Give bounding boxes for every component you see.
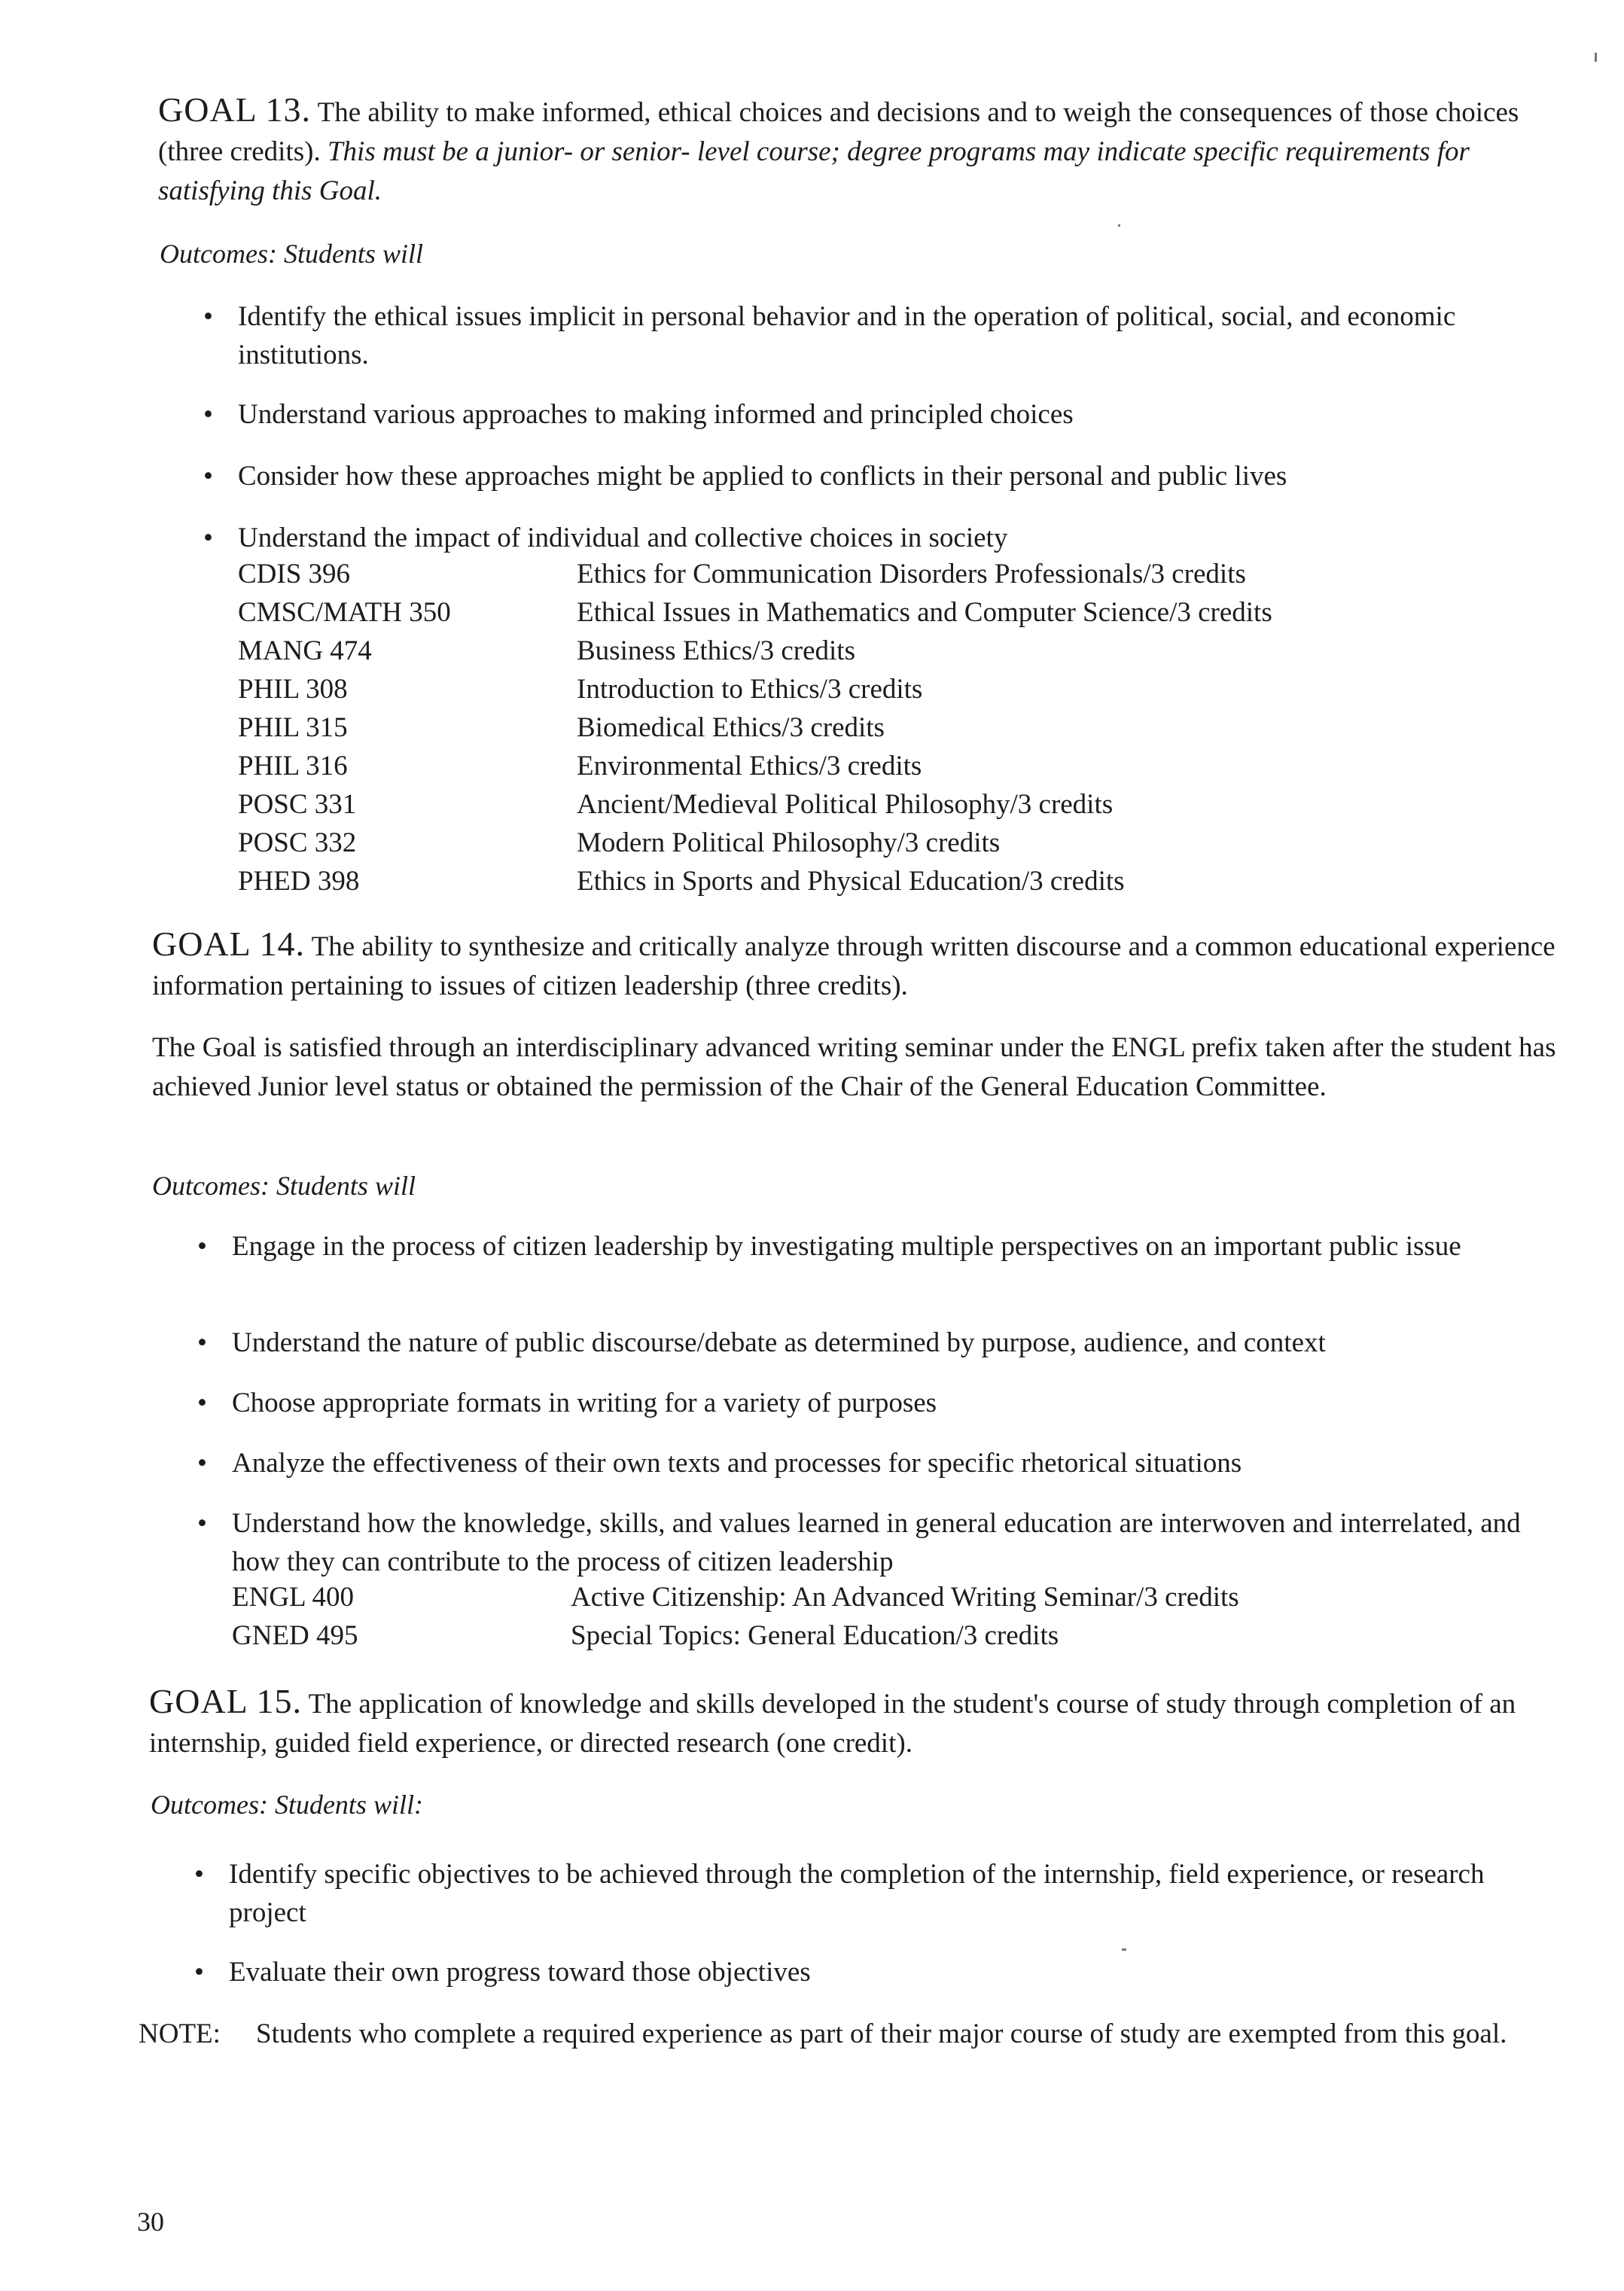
- goal-15-heading: GOAL 15.: [149, 1682, 303, 1720]
- goal-13-outcomes-list: [197, 297, 1552, 374]
- list-item: • Understand the impact of individual and collective choices in society: [203, 522, 1008, 553]
- list-item: • Understand the nature of public discourse/debate as determined by purpose, audience, and context: [197, 1327, 1326, 1358]
- list-item: • Understand how the knowledge, skills, and values learned in general education are interwoven and interrelated, and how they can contribute to the process of citizen leadership: [197, 1508, 1521, 1577]
- course-title: Modern Political Philosophy/3 credits: [577, 827, 1001, 858]
- table-row: [238, 865, 1272, 903]
- goal-14-outcomes-list: [191, 1227, 1554, 1266]
- goal-13-outcomes-list-2: [197, 395, 1552, 434]
- table-row: [238, 558, 1272, 596]
- goal-14-outcomes-list-3: [191, 1384, 1554, 1422]
- course-title: Introduction to Ethics/3 credits: [577, 674, 923, 705]
- course-code: CDIS 396: [238, 559, 351, 590]
- table-row: [238, 711, 1272, 750]
- goal-13-outcomes-list-4: [197, 519, 1552, 557]
- goal-14-text: The ability to synthesize and critically analyze through written discourse and a common educational experience information pertaining to issues of citizen leadership (three credits).: [152, 931, 1555, 1001]
- goal-13-heading: GOAL 13.: [158, 90, 312, 129]
- scan-speck: [1118, 224, 1120, 227]
- list-item: • Engage in the process of citizen leadership by investigating multiple perspectives on an important public issue: [197, 1231, 1461, 1262]
- outcome-text: Choose appropriate formats in writing for a variety of purposes: [232, 1388, 937, 1418]
- goal-14-paragraph: The Goal is satisfied through an interdisciplinary advanced writing seminar under the ENGL prefix taken after the student has achieved Junior level status or obtained the permission of the Chair of the General Education Committee.: [152, 1032, 1556, 1102]
- table-row: [238, 788, 1272, 827]
- list-item: • Evaluate their own progress toward those objectives: [194, 1957, 811, 1988]
- course-title: Business Ethics/3 credits: [577, 635, 855, 666]
- goal-14-outcomes-label: Outcomes: Students will: [152, 1171, 416, 1201]
- goal-14-heading: GOAL 14.: [152, 925, 306, 963]
- goal-15-intro: [149, 1682, 1558, 1763]
- goal-15-outcomes-list: [188, 1855, 1554, 1932]
- course-code: PHIL 308: [238, 674, 348, 705]
- course-code: POSC 331: [238, 789, 357, 820]
- note-text: Students who complete a required experience as part of their major course of study are exempted from this goal.: [256, 2018, 1507, 2049]
- course-title: Special Topics: General Education/3 credits: [571, 1620, 1059, 1651]
- table-row: [238, 635, 1272, 673]
- table-row: [238, 827, 1272, 865]
- outcome-text: Analyze the effectiveness of their own texts and processes for specific rhetorical situations: [232, 1448, 1242, 1479]
- goal-13-text: The ability to make informed, ethical choices and decisions and to weigh the consequences of those choices (three credits).: [158, 97, 1519, 167]
- course-title: Active Citizenship: An Advanced Writing Seminar/3 credits: [571, 1582, 1239, 1613]
- outcome-text: Identify specific objectives to be achieved through the completion of the internship, field experience, or research project: [229, 1859, 1485, 1928]
- table-row: [232, 1581, 1239, 1619]
- goal-13-intro: [158, 90, 1558, 211]
- outcome-text: Identify the ethical issues implicit in personal behavior and in the operation of political, social, and economic institutions.: [238, 301, 1456, 370]
- outcome-text: Engage in the process of citizen leadership by investigating multiple perspectives on an important public issue: [232, 1231, 1461, 1262]
- outcome-text: Evaluate their own progress toward those objectives: [229, 1957, 811, 1988]
- goal-13-italic-note: This must be a junior- or senior- level course; degree programs may indicate specific requirements for satisfying this Goal.: [158, 136, 1470, 206]
- course-title: Ethics in Sports and Physical Education/3 credits: [577, 866, 1125, 897]
- goal-14-course-table: [232, 1581, 1239, 1658]
- course-title: Ethics for Communication Disorders Professionals/3 credits: [577, 559, 1246, 590]
- course-title: Biomedical Ethics/3 credits: [577, 712, 885, 743]
- course-code: PHED 398: [238, 866, 360, 897]
- course-title: Ethical Issues in Mathematics and Computer Science/3 credits: [577, 597, 1272, 628]
- list-item: • Identify the ethical issues implicit in personal behavior and in the operation of political, social, and economic institutions.: [203, 301, 1456, 370]
- course-code: CMSC/MATH 350: [238, 597, 451, 628]
- list-item: • Consider how these approaches might be applied to conflicts in their personal and public lives: [203, 461, 1287, 492]
- goal-15-outcomes-label: Outcomes: Students will:: [151, 1790, 423, 1820]
- scan-speck: [1595, 53, 1597, 62]
- goal-14-outcomes-list-2: [191, 1324, 1554, 1362]
- outcome-text: Consider how these approaches might be applied to conflicts in their personal and public lives: [238, 461, 1287, 492]
- course-title: Environmental Ethics/3 credits: [577, 751, 922, 781]
- outcome-text: Understand how the knowledge, skills, and values learned in general education are interwoven and interrelated, and how they can contribute to the process of citizen leadership: [232, 1508, 1521, 1577]
- goal-14-outcomes-list-4: [191, 1444, 1554, 1482]
- course-code: PHIL 316: [238, 751, 348, 781]
- list-item: • Choose appropriate formats in writing for a variety of purposes: [197, 1388, 937, 1418]
- table-row: [238, 750, 1272, 788]
- goal-13-outcomes-label: Outcomes: Students will: [160, 239, 423, 269]
- outcome-text: Understand the nature of public discourse/debate as determined by purpose, audience, and context: [232, 1327, 1326, 1358]
- course-code: PHIL 315: [238, 712, 348, 743]
- outcome-text: Understand various approaches to making informed and principled choices: [238, 399, 1074, 430]
- scan-speck: [1122, 1948, 1126, 1951]
- page-number: 30: [137, 2207, 164, 2237]
- table-row: [238, 673, 1272, 711]
- course-title: Ancient/Medieval Political Philosophy/3 credits: [577, 789, 1114, 820]
- course-code: POSC 332: [238, 827, 357, 858]
- table-row: [232, 1619, 1239, 1658]
- goal-14-intro: [152, 925, 1558, 1006]
- note-label: NOTE:: [139, 2018, 221, 2049]
- list-item: • Understand various approaches to making informed and principled choices: [203, 399, 1074, 430]
- goal-13-outcomes-list-3: [197, 457, 1552, 495]
- goal-14-outcomes-list-5: [191, 1504, 1554, 1581]
- course-code: ENGL 400: [232, 1582, 355, 1613]
- course-code: GNED 495: [232, 1620, 358, 1651]
- list-item: • Analyze the effectiveness of their own texts and processes for specific rhetorical situations: [197, 1448, 1242, 1479]
- goal-15-outcomes-list-2: [188, 1953, 1554, 1991]
- outcome-text: Understand the impact of individual and collective choices in society: [238, 522, 1008, 553]
- goal-15-text: The application of knowledge and skills developed in the student's course of study through completion of an internship, guided field experience, or directed research (one credit).: [149, 1689, 1516, 1759]
- course-code: MANG 474: [238, 635, 372, 666]
- table-row: [238, 596, 1272, 635]
- goal-13-course-table: [238, 558, 1272, 903]
- list-item: • Identify specific objectives to be achieved through the completion of the internship, field experience, or research project: [194, 1859, 1485, 1928]
